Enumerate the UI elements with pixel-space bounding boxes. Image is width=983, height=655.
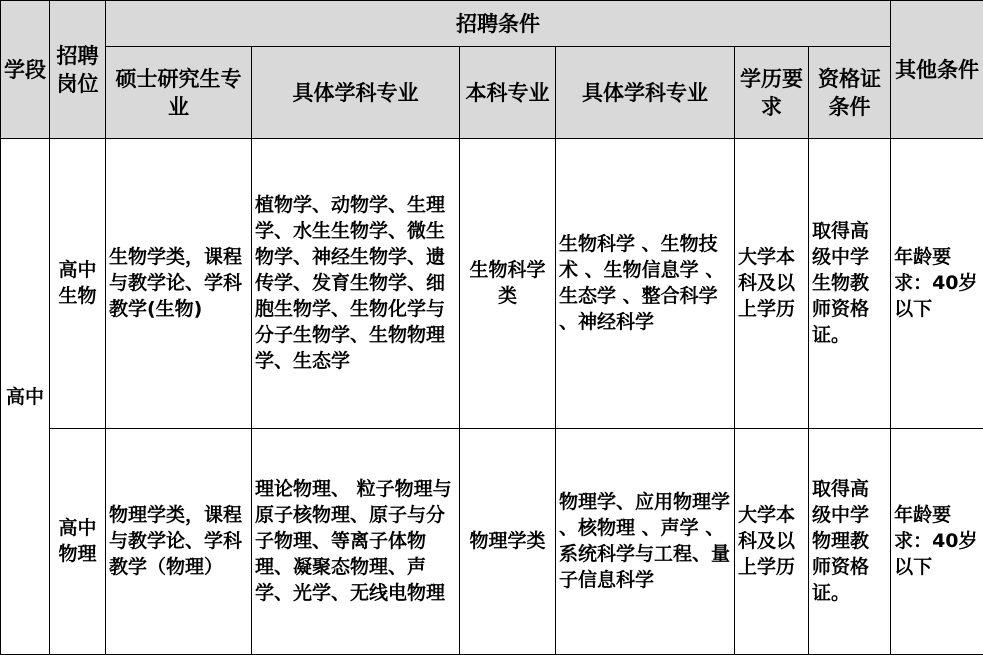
header-bachelor-subject: 具体学科专业 xyxy=(556,47,735,139)
header-education: 学历要求 xyxy=(735,47,809,139)
master-major-cell: 物理学类，课程与教学论、学科教学（物理） xyxy=(106,428,252,654)
position-cell: 高中生物 xyxy=(50,139,106,429)
other-cell: 年龄要求：40岁以下 xyxy=(891,428,983,654)
bachelor-subject-cell: 生物科学 、生物技术 、生物信息学 、生态学 、整合科学 、神经科学 xyxy=(556,139,735,429)
bachelor-major-cell: 物理学类 xyxy=(460,428,556,654)
bachelor-subject-cell: 物理学、应用物理学 、核物理 、声学 、系统科学与工程、量子信息科学 xyxy=(556,428,735,654)
header-conditions: 招聘条件 xyxy=(106,1,891,47)
master-major-cell: 生物学类，课程与教学论、学科教学(生物) xyxy=(106,139,252,429)
header-stage: 学段 xyxy=(1,1,50,139)
table-row xyxy=(1,428,983,654)
stage-cell: 高中 xyxy=(1,139,50,655)
education-cell: 大学本科及以上学历 xyxy=(735,428,809,654)
header-qualification: 资格证条件 xyxy=(809,47,891,139)
header-other: 其他条件 xyxy=(891,1,983,139)
header-master-major: 硕士研究生专业 xyxy=(106,47,252,139)
master-subject-cell: 植物学、动物学、生理学、水生生物学、微生物学、神经生物学、遗传学、发育生物学、细胞生物学、生物化学与分子生物学、生物物理学、生态学 xyxy=(252,139,460,429)
position-cell: 高中物理 xyxy=(50,428,106,654)
qualification-cell: 取得高级中学生物教师资格证。 xyxy=(809,139,891,429)
header-bachelor-major: 本科专业 xyxy=(460,47,556,139)
qualification-cell: 取得高级中学物理教师资格证。 xyxy=(809,428,891,654)
header-position: 招聘岗位 xyxy=(50,1,106,139)
table-row xyxy=(1,139,983,429)
other-cell: 年龄要求：40岁以下 xyxy=(891,139,983,429)
education-cell: 大学本科及以上学历 xyxy=(735,139,809,429)
header-master-subject: 具体学科专业 xyxy=(252,47,460,139)
bachelor-major-cell: 生物科学类 xyxy=(460,139,556,429)
master-subject-cell: 理论物理、 粒子物理与原子核物理、原子与分子物理、等离子体物理、凝聚态物理、声学、光学、无线电物理 xyxy=(252,428,460,654)
